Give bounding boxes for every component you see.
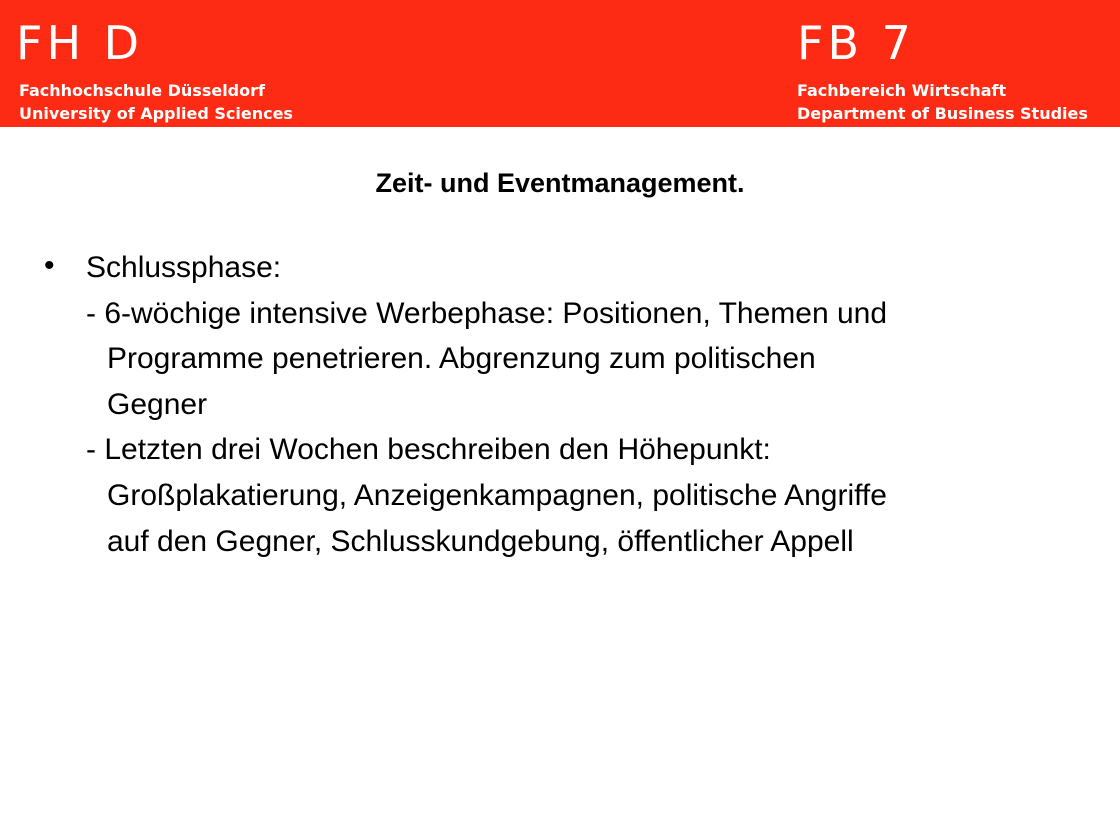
content-line: - Letzten drei Wochen beschreiben den Höhepunkt: [86, 433, 771, 467]
header-banner [0, 0, 1120, 127]
university-name-de: Fachhochschule Düsseldorf [19, 81, 265, 100]
bullet-content [86, 245, 1096, 564]
fb7-logo-text: FB 7 [797, 16, 915, 70]
content-line: Schlussphase: [86, 251, 282, 284]
fhd-logo-text: FH D [16, 16, 144, 70]
university-name [19, 79, 293, 125]
bullet-icon: • [44, 249, 55, 282]
content-line: Programme penetrieren. Abgrenzung zum politischen [107, 342, 816, 376]
content-line: Großplakatierung, Anzeigenkampagnen, politische Angriffe [107, 478, 887, 512]
department-name [797, 79, 1088, 125]
department-name-en: Department of Business Studies [797, 104, 1088, 123]
university-name-en: University of Applied Sciences [19, 104, 293, 123]
department-name-de: Fachbereich Wirtschaft [797, 81, 1007, 100]
content-line: - 6-wöchige intensive Werbephase: Positionen, Themen und [86, 296, 888, 330]
slide-title: Zeit- und Eventmanagement. [375, 168, 745, 198]
content-line: Gegner [107, 387, 208, 421]
content-line: auf den Gegner, Schlusskundgebung, öffentlicher Appell [107, 524, 854, 558]
